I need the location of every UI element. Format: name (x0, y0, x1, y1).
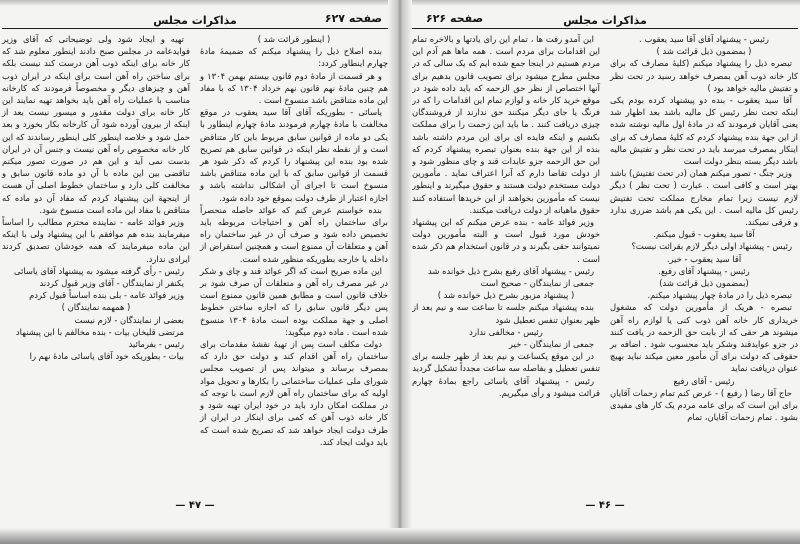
left-page (2, 0, 388, 520)
paragraph: در این موقع یکساعت و نیم بعد از ظهر جلسه برای تنفس تعطیل و بفاصله سه ساعت مجدداً تشکیل گردید (412, 351, 600, 374)
paragraph: این آمدو رفت ها ، تمام این رای یادتها و بالاخره تمام این اقدامات برای مردم است . همه ماها هم آدم این مردم هستیم در اینجا جمع شده ایم که یک سالی که در مجلس مطرح میشود برای تصویب قانون بدهیم برای آنها اختصاص از نظر حق الزحمه که باید داده شود در موقع خرید کار خانه و لوازم تمام این اقدامات را که در فرنگ یا جای دیگر میکنند حق ندارند از فروشندگان چیزی دریافت کنند . ما باید این زحمت را برای مملکت بکشیم و اینکه فایده ای برای این مردم داشته باشد بنده از این جهة بنده بعنوان تبصره پیشنهاد کردم که این حق الزحمه جزو عایدات قند و چای منظور شود و از دولت تقاضا دارم که آنرا اعتراف نماید . مأمورین دولت مستخدم دولت هستند و حقوق میگیرند و اینطور نیست که مأمورین بخواهند از این خریدها استفاده کنند حقوق ماهیانه از دولت دریافت میکنند. (412, 34, 600, 215)
paragraph: رئیس - مخالفی ندارد (469, 326, 543, 337)
running-title: مذاکرات مجلس (153, 14, 237, 27)
page-header (2, 8, 388, 30)
paragraph: یاسائی - بطوریکه آقای آقا سید یعقوب در موقع مخالفت با مادهٔ چهارم فرمودند مادهٔ چهارم اینطاور با یکی دو ماده از قوانین سابق مربوط باین کار متناقض است و از نقطه نظر اینکه در قوانین سابق هم تصریح شده بود بنده این پیشنهاد را کردم که ذکر شود هر قسمت از قوانین سابق که با این ماده متناقض باشد منسوخ است تا اجرای آن اشکالی نداشته باشد و اجازه اعتبار از طرف دولت بموقع خود داده شود. (200, 107, 388, 203)
paragraph: آقا سید یعقوب - خیر. (666, 253, 742, 264)
paragraph: یکنفر از نمایندگان - آقای وزیر قبول کردند (39, 278, 184, 289)
paragraph: تبصره - هریک از مأمورین دولت که مشغول خریداری کار خانه آهن ذوب کنی یا لوازم راه آهن میشوند هر حقی که از بابت حق الزحمه در یافت کنند در جزو عوایدقند وشکر باید محسوب شود . اضافه بر حقوقی که دولت برای آن مأمور معین میکند نباید بهیچ عنوان دریافت نماید (610, 302, 798, 374)
paragraph: تبصره ذیل را در مادهٔ چهار پیشنهاد میکنم. (647, 290, 792, 301)
paragraph: بنده اصلاح ذیل را پیشنهاد میکنم که ضمیمهٔ مادهٔ چهارم اینطاور کردد: (200, 46, 388, 69)
paragraph: حاج آقا رضا ( رفیع ) - عرض کنم تمام زحمات آقایان برای این است که برای عامه مردم یک کار های مفیدی بشود . تمام زحمات آقایان، تمام (610, 387, 798, 423)
text-column-left (2, 33, 190, 362)
paragraph: وزیر فوائد عامه - بلی بنده اساساً قبول کردم (29, 290, 184, 301)
paragraph: رئیس - پیشنهاد آقای رفیع. (658, 265, 750, 276)
paragraph: وزیر فوائد عامه - نماینده محترم مطالب را اساساً میفرمایند بنده هم موافقم با این پیشنهاد ولی با اینکه این ماده میفرمایند که همه خودشان تصدیق کردند ایرادی ندارد. (2, 217, 190, 264)
paragraph: دولت مکلف است پس از تهیهٔ نقشهٔ مقدمات برای ساختمان راه آهن اقدام کند و دولت حق دارد که بمصرف برساند و میتواند پس از تصویب مجلس شورای ملی عملیات ساختمانی را بکارها و تحویل مواد اولیه که برای ساختمان راه آهن لازم است با توجه که در مملکت امکان دارد باید در خود ایران تهیه شود و کار خانه ذوب آهن که کمی برای اینکار در ایران از طرف دولت ایجاد خواهد شد که تصریح شده است که باید دولت ایجاد کند. (200, 339, 388, 447)
paragraph: وزیر جنگ - تصور میکنم همان (در تحت تفتیش) باشد بهتر است و کافی است . عبارت ( تحت نظر ) دیگر لازم نیست زیرا تمام مخارج مملکت تحت تفتیش رئیس کل مالیه است . این یکی هم باشد ضرری ندارد و فرقی نمیکند. (610, 168, 798, 228)
page-footer-number: — ۴۷ — (175, 500, 215, 511)
paragraph: این ماده صریح است که اگر عوائد قند و چای و شکر در غیر مصرف راه آهن و متعلقات آن صرف شود بر خلاف قانون است و مطابق همین قانون ممنوع است پس دیگر قانون سابق را که اجازه ساختن خطوط اصلی و جهة مملکت بوده است مادهٔ ۱۳۰۴ منسوخ شده است . ماده دوم میگوید: (200, 265, 388, 337)
page-number: صفحه ۶۲۷ (324, 12, 382, 25)
paragraph: وزیر فوائد عامه - بنده عرض میکنم که این پیشنهاد خودش مورد قبول است و البته مأمورین دولت نمیتوانند حقی بگیرند و در قانون استخدام هم ذکر شده است . (412, 217, 600, 264)
page-number: صفحه ۶۲۶ (426, 12, 484, 25)
page-header (412, 8, 798, 30)
running-title: مذاکرات مجلس (563, 14, 647, 27)
paragraph: بعضی از نمایندگان - لازم نیست (74, 314, 184, 325)
paragraph: جمعی از نمایندگان - صحیح است (480, 278, 594, 289)
paragraph: رئیس - پیشنهاد آقای یاسائی راجع بمادهٔ چهارم قرائت میشود و رأی میگیریم. (412, 375, 600, 398)
paragraph: بیات - بطوریکه خود آقای یاسائی مادهٔ نهم را (29, 351, 184, 362)
paragraph: ( بمضمون ذیل قرائت شد ) (656, 46, 752, 57)
header-rule (412, 28, 798, 29)
header-rule (2, 28, 388, 29)
paragraph: آقا سید یعقوب - بنده دو پیشنهاد کرده بودم یکی اینکه تحت نظر رئیس کل مالیه باشد بعد اظهار شد یعنی آقایان فرمودند که در مادهٔ اول مالیه نوشته شده از این جهة بنده پیشنهاد کردم که کلیهٔ مصارف که برای اینکار بمصرف میرسد باید در تحت نظر و تفتیش مالیه باشد دیگر بسته بنظر دولت است (610, 95, 798, 167)
paragraph: ( اینطور قرائت شد ) (257, 34, 331, 44)
text-column-right (610, 33, 798, 424)
paragraph: رئیس - رأی گرفته میشود به پیشنهاد آقای یاسائی (13, 265, 184, 276)
text-column-right (200, 33, 388, 448)
paragraph: رئیس - آقای رفیع (673, 375, 735, 386)
paragraph: آقا سید یعقوب - قبول میکنم. (653, 229, 755, 240)
scan-bottom-edge (0, 528, 800, 544)
paragraph: رئیس - پیشنهاد آقای آقا سید یعقوب . (639, 34, 769, 44)
paragraph: رئیس - پیشنهاد اولی دیگر لازم بقرائت نیست؟ (631, 241, 792, 252)
paragraph: ( همهمه نمایندگان ) (61, 302, 131, 313)
paragraph: و هر قسمت از مادهٔ دوم قانون بیستم بهمن ۱۳۰۴ و هم چنین مادهٔ نهم قانون نهم خرداد ۱۳۰۴ که با مفاد این ماده متناقض باشد منسوخ است . (200, 70, 388, 106)
paragraph: (بمضمون ذیل قرائت شد) (659, 278, 749, 289)
right-page (412, 0, 798, 520)
paragraph: رئیس - پیشنهاد آقای رفیع بشرح ذیل خوانده شد (428, 265, 594, 276)
paragraph: رئیس - بفرمائید (128, 339, 184, 350)
paragraph: تبصره ذیل را پیشنهاد میکنم (کلیهٔ مصارف که برای کار خانه ذوب آهن بمصرف خواهد رسید در تحت نظر و تفتیش مالیه خواهد بود ) (610, 58, 798, 93)
text-column-left (412, 33, 600, 399)
paragraph: ( پیشنهاد مزبور بشرح ذیل خوانده شد ) (437, 290, 575, 301)
paragraph: تهیه و ایجاد شود ولی توضیحاتی که آقای وزیر فوایدعامه در مجلس صبح دادند اینطور معلوم شد که کار خانه برای اینکه ذوب آهن درست کند نیست بلکه برای ساختن راه آهن است برای اینکه در ایران ذوب آهن و چیزهای دیگر و مخصوصاً فرمودند که کارخانه مناسب با عملیات راه آهن باید بخواهد تهیه نمایند این کار خانه برای دولت مقدور و میسور نیست بعد از اینکه از بیرون آورده شود آن کارخانه بکار بخورد و بعد حمل شود و خلاصه اینطور کلی اینطور رساندند که این کار خانه مخصوص راه آهن نیست و جنس آن در ایران بدست نمی آید و این هم در صورت تصور میکنم تناقضی بین این ماده با آن دو ماده قانون سابق و مخالفت کلی دارد و ساختمان خطوط اصلی آن هست از اینجهة این پیشنهاد کردم که مفاد آن دو ماده که متناقض با مفاد این ماده است منسوخ شود. (2, 34, 190, 215)
paragraph: جمعی از نمایندگان - خیر (508, 339, 594, 350)
book-gutter (388, 0, 412, 536)
paragraph: بنده پیشنهاد میکنم جلسه تا ساعت سه و نیم بعد از ظهر بعنوان تنفس تعطیل شود (412, 302, 600, 325)
paragraph: بنده خواستم عرض کنم که عوائد حاصله منحصراً برای ساختمان راه آهن و احتیاجات مربوطه باید تخصیص داده شود و صرف آن در غیر ساختمان راه آهن و متعلقات آن ممنوع است و همچنین استقراض از داخله یا خارجه بطوریکه منظور شده است. (200, 204, 388, 264)
paragraph: مرتضی قلیخان بیات - بنده مخالفم با این پیشنهاد (15, 326, 184, 337)
page-footer-number: — ۴۶ — (585, 500, 625, 511)
